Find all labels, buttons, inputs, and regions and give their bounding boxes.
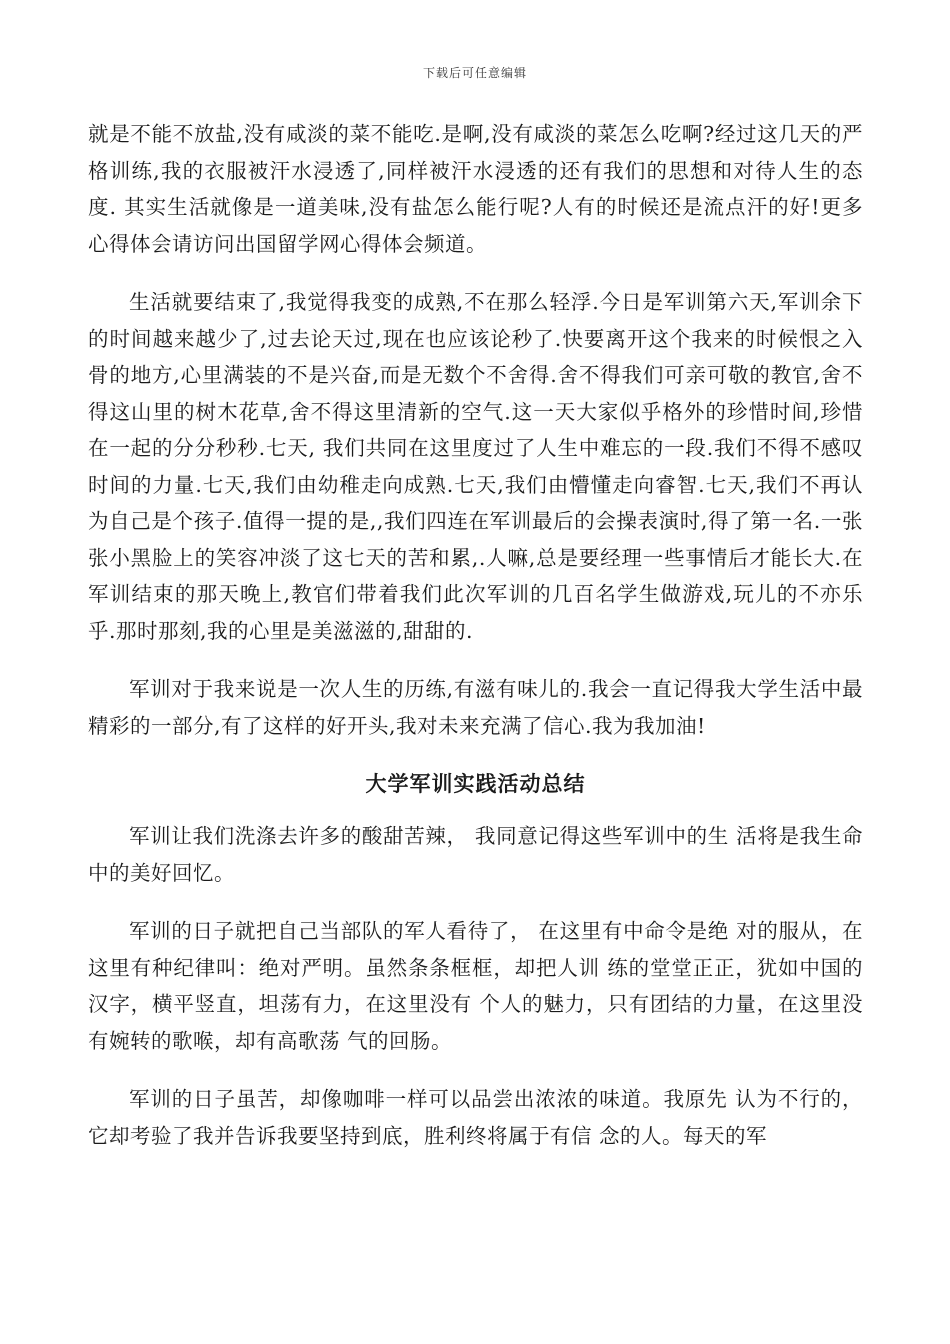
paragraph: 军训的日子虽苦，却像咖啡一样可以品尝出浓浓的味道。我原先 认为不行的，它却考验了我并告诉我要坚持到底，胜利终将属于有信 念的人。每天的军 (88, 1087, 863, 1148)
section-title: 大学军训实践活动总结 (365, 771, 586, 796)
paragraph: 军训的日子就把自己当部队的军人看待了， 在这里有中命令是绝 对的服从，在这里有种纪律叫：绝对严明。虽然条条框框，却把人训 练的堂堂正正，犹如中国的汉字，横平竖直，坦荡有力，在这里没有 个人的魅力，只有团结的力量，在这里没有婉转的歌喉，却有高歌荡 气的回肠。 (88, 919, 863, 1053)
document-body (88, 116, 863, 1176)
paragraph: 就是不能不放盐,没有咸淡的菜不能吃.是啊,没有咸淡的菜怎么吃啊?经过这几天的严格训练,我的衣服被汗水浸透了,同样被汗水浸透的还有我们的思想和对待人生的态度. 其实生活就像是一道美味,没有盐怎么能行呢?人有的时候还是流点汗的好!更多心得体会请访问出国留学网心得体会频道。 (88, 122, 863, 256)
paragraph: 军训对于我来说是一次人生的历练,有滋有味儿的.我会一直记得我大学生活中最精彩的一部分,有了这样的好开头,我对未来充满了信心.我为我加油! (88, 677, 863, 738)
paragraph: 生活就要结束了,我觉得我变的成熟,不在那么轻浮.今日是军训第六天,军训余下的时间越来越少了,过去论天过,现在也应该论秒了.快要离开这个我来的时候恨之入骨的地方,心里满装的不是兴奋,而是无数个不舍得.舍不得我们可亲可敬的教官,舍不得这山里的树木花草,舍不得这里清新的空气.这一天大家似乎格外的珍惜时间,珍惜在一起的分分秒秒.七天, 我们共同在这里度过了人生中难忘的一段.我们不得不感叹时间的力量.七天,我们由幼稚走向成熟.七天,我们由懵懂走向睿智.七天,我们不再认为自己是个孩子.值得一提的是,,我们四连在军训最后的会操表演时,得了第一名.一张张小黑脸上的笑容冲淡了这七天的苦和累,.人嘛,总是要经理一些事情后才能长大.在军训结束的那天晚上,教官们带着我们此次军训的几百名学生做游戏,玩儿的不亦乐乎.那时那刻,我的心里是美滋滋的,甜甜的. (88, 290, 863, 643)
header-note: 下载后可任意编辑 (422, 66, 527, 80)
paragraph: 军训让我们洗涤去许多的酸甜苦辣， 我同意记得这些军训中的生 活将是我生命中的美好回忆。 (88, 824, 863, 885)
